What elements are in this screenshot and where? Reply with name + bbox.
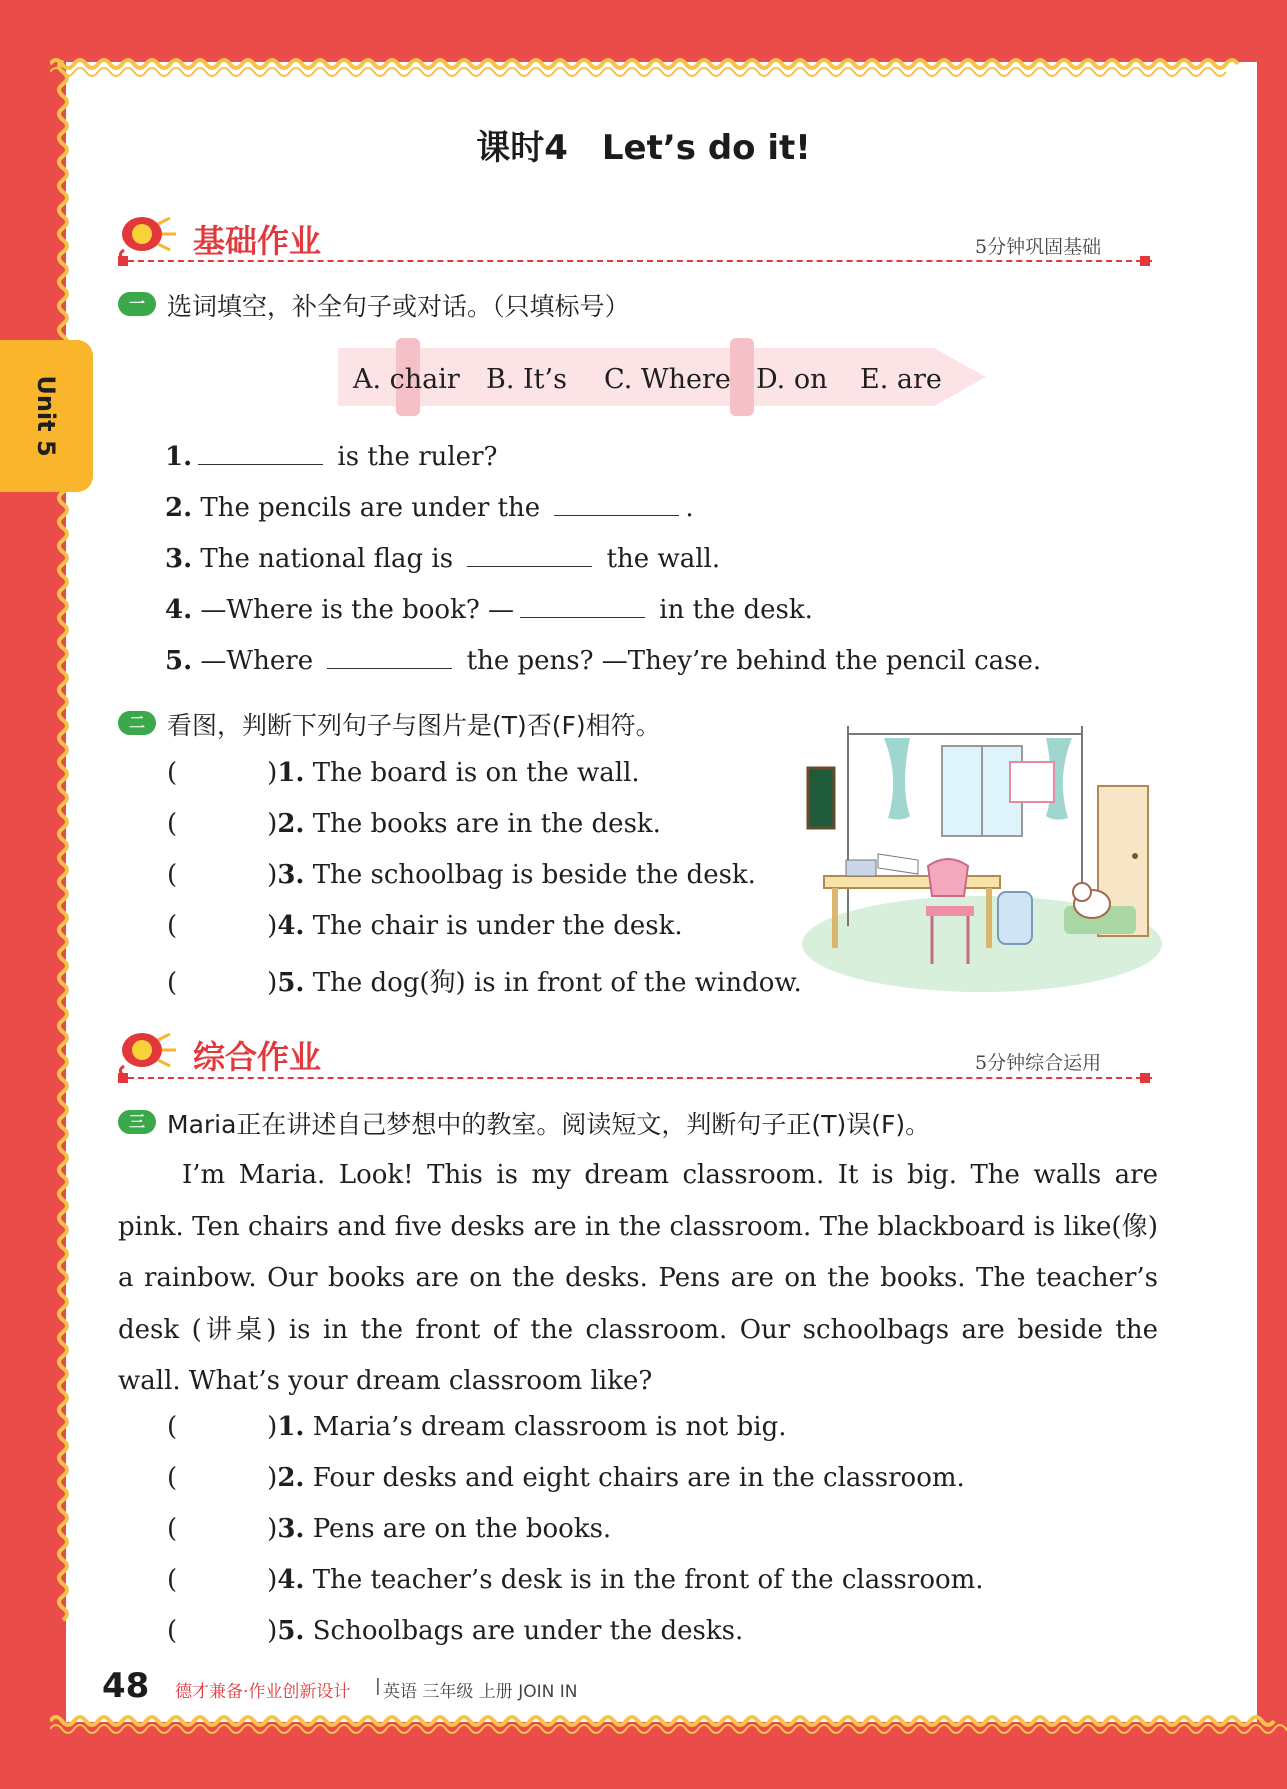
- part2-item-5: ( )5. The dog(狗) is in front of the window.: [167, 968, 802, 998]
- lesson-title: 课时4 Let’s do it!: [476, 128, 811, 168]
- word-option-b: B. It’s: [486, 364, 567, 395]
- section2-divider: [118, 1077, 1152, 1079]
- question-number: 4.: [165, 595, 193, 625]
- section2-subtitle: 5分钟综合运用: [975, 1052, 1102, 1074]
- question-text-before: —Where: [200, 646, 322, 676]
- question-text-before: The pencils are under the: [200, 493, 549, 523]
- item-number: 5.: [277, 968, 305, 998]
- section1-divider-start: [118, 256, 128, 266]
- section2-heading: 综合作业: [193, 1038, 322, 1076]
- question-number: 2.: [165, 493, 193, 523]
- item-number: 3.: [277, 860, 305, 890]
- part3-item-3: ( )3. Pens are on the books.: [167, 1514, 612, 1544]
- section1-divider: [118, 260, 1152, 262]
- part3-item-2: ( )2. Four desks and eight chairs are in the classroom.: [167, 1463, 965, 1493]
- lantern-icon: [118, 1026, 180, 1074]
- question-text-after: is the ruler?: [329, 442, 498, 472]
- unit-side-tab: [0, 340, 93, 492]
- answer-blank[interactable]: [327, 667, 452, 669]
- page-number: 48: [102, 1666, 150, 1706]
- part2-badge: 二: [118, 711, 156, 735]
- question-number: 5.: [165, 646, 193, 676]
- part3-instruction: Maria正在讲述自己梦想中的教室。阅读短文，判断句子正(T)误(F)。: [167, 1110, 931, 1139]
- item-number: 1.: [277, 758, 305, 788]
- item-text: The chair is under the desk.: [312, 911, 683, 941]
- part1-question-3: [165, 544, 720, 574]
- item-text: Maria’s dream classroom is not big.: [312, 1412, 787, 1442]
- item-number: 4.: [277, 911, 305, 941]
- footer-details: 英语 三年级 上册 JOIN IN: [383, 1682, 578, 1702]
- item-text: The books are in the desk.: [312, 809, 661, 839]
- section1-subtitle: 5分钟巩固基础: [975, 236, 1102, 258]
- answer-blank[interactable]: [520, 616, 645, 618]
- footer-separator: |: [375, 1676, 381, 1696]
- item-number: 3.: [277, 1514, 305, 1544]
- unit-tab-label: Unit 5: [32, 375, 60, 457]
- section2-divider-end: [1140, 1073, 1150, 1083]
- question-text-after: in the desk.: [651, 595, 813, 625]
- item-text: Four desks and eight chairs are in the classroom.: [312, 1463, 965, 1493]
- question-text-before: The national flag is: [200, 544, 462, 574]
- item-number: 2.: [277, 809, 305, 839]
- item-number: 4.: [277, 1565, 305, 1595]
- part1-question-1: [165, 442, 497, 472]
- item-number: 2.: [277, 1463, 305, 1493]
- item-text: The teacher’s desk is in the front of the classroom.: [312, 1565, 984, 1595]
- item-text: The dog(狗) is in front of the window.: [312, 968, 802, 998]
- lantern-icon: [118, 210, 180, 258]
- item-text: The schoolbag is beside the desk.: [312, 860, 756, 890]
- part1-question-4: [165, 595, 813, 625]
- question-number: 3.: [165, 544, 193, 574]
- question-text-before: —Where is the book? —: [200, 595, 515, 625]
- word-option-a: A. chair: [353, 364, 460, 395]
- item-number: 1.: [277, 1412, 305, 1442]
- section1-heading: 基础作业: [193, 222, 322, 260]
- question-text-after: .: [685, 493, 694, 523]
- footer-series: 德才兼备·作业创新设计: [175, 1682, 351, 1702]
- part2-item-3: ( )3. The schoolbag is beside the desk.: [167, 860, 756, 890]
- question-number: 1.: [165, 442, 193, 472]
- answer-blank[interactable]: [467, 565, 592, 567]
- classroom-illustration: [792, 726, 1164, 994]
- answer-blank[interactable]: [198, 463, 323, 465]
- part3-item-1: ( )1. Maria’s dream classroom is not big.: [167, 1412, 787, 1442]
- item-text: Schoolbags are under the desks.: [312, 1616, 744, 1646]
- word-option-e: E. are: [860, 364, 942, 395]
- question-text-after: the pens? —They’re behind the pencil case.: [458, 646, 1042, 676]
- item-text: Pens are on the books.: [312, 1514, 612, 1544]
- question-text-after: the wall.: [598, 544, 721, 574]
- part2-item-2: ( )2. The books are in the desk.: [167, 809, 661, 839]
- part2-item-4: ( )4. The chair is under the desk.: [167, 911, 683, 941]
- part1-badge: 一: [118, 292, 156, 316]
- part1-question-5: [165, 646, 1041, 676]
- word-option-c: C. Where: [604, 364, 731, 395]
- part3-item-4: ( )4. The teacher’s desk is in the front of the classroom.: [167, 1565, 984, 1595]
- part2-instruction: 看图，判断下列句子与图片是(T)否(F)相符。: [167, 711, 661, 740]
- part2-item-1: ( )1. The board is on the wall.: [167, 758, 640, 788]
- part1-question-2: [165, 493, 694, 523]
- item-text: The board is on the wall.: [312, 758, 640, 788]
- section2-divider-start: [118, 1073, 128, 1083]
- section1-divider-end: [1140, 256, 1150, 266]
- part3-badge: 三: [118, 1110, 156, 1134]
- part3-item-5: ( )5. Schoolbags are under the desks.: [167, 1616, 744, 1646]
- part1-instruction: 选词填空，补全句子或对话。（只填标号）: [167, 292, 630, 321]
- reading-passage: I’m Maria. Look! This is my dream classroom. It is big. The walls are pink. Ten chairs and five desks are in the classroom. The blackboard is like(像) a rainbow. Our books are on the desks. Pens are on the books. The teacher’s desk (讲桌) is in the front of the classroom. Our schoolbags are beside the wall. What’s your dream classroom like?: [118, 1160, 1158, 1396]
- item-number: 5.: [277, 1616, 305, 1646]
- word-option-d: D. on: [756, 364, 828, 395]
- answer-blank[interactable]: [554, 514, 679, 516]
